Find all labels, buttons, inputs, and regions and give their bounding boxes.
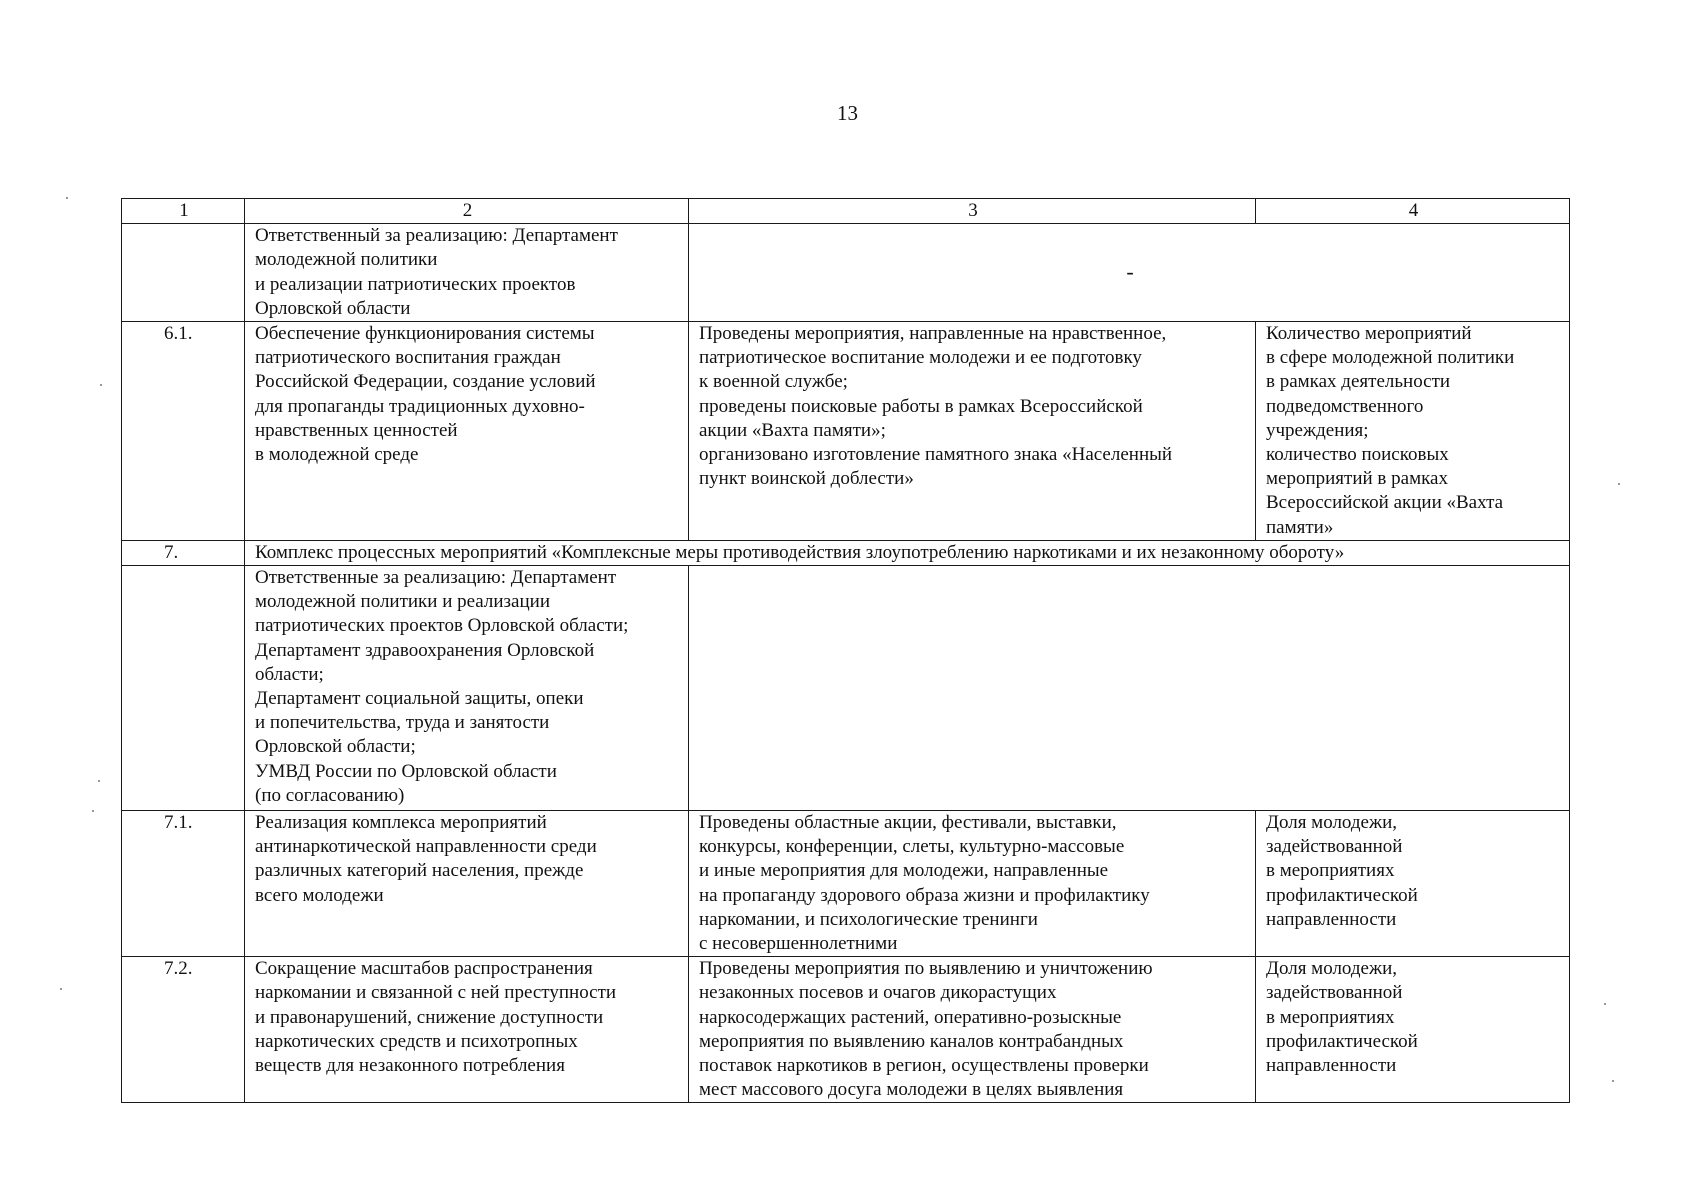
row-number-cell: 6.1. [122, 322, 245, 541]
text-line: Орловской области; [255, 736, 416, 758]
result-cell [689, 957, 1256, 1103]
table-row-6-1 [122, 322, 1570, 541]
header-col-4: 4 [1256, 199, 1570, 224]
text-line: и реализации патриотических проектов [255, 273, 576, 295]
section-row-7 [122, 540, 1570, 565]
text-line: наркотических средств и психотропных [255, 1030, 578, 1052]
text-line: на пропаганду здорового образа жизни и профилактику [699, 884, 1150, 906]
text-line: Проведены мероприятия по выявлению и уничтожению [699, 958, 1153, 980]
row-number-cell [122, 224, 245, 322]
responsible-cell [245, 566, 689, 811]
section-title: Комплекс процессных мероприятий «Комплексные меры противодействия злоупотреблению наркотиками и их незаконному обороту» [245, 540, 1570, 565]
text-line: УМВД России по Орловской области [255, 760, 557, 782]
text-line: области; [255, 663, 324, 685]
result-cell [689, 322, 1256, 541]
text-line: наркосодержащих растений, оперативно-розыскные [699, 1006, 1122, 1028]
text-line: профилактической [1266, 1030, 1418, 1052]
text-line: в мероприятиях [1266, 1006, 1395, 1028]
responsible-row-7 [122, 566, 1570, 811]
text-line: мест массового досуга молодежи в целях выявления [699, 1079, 1124, 1101]
text-line: Ответственные за реализацию: Департамент [255, 567, 617, 589]
column-number-header-row [122, 199, 1570, 224]
indicator-cell [1256, 811, 1570, 957]
indicator-cell [1256, 957, 1570, 1103]
text-line: Ответственный за реализацию: Департамент [255, 225, 618, 247]
text-line: Реализация комплекса мероприятий [255, 812, 547, 834]
text-line: Проведены мероприятия, направленные на нравственное, [699, 323, 1167, 345]
table-row-7-1 [122, 811, 1570, 957]
text-line: патриотическое воспитание молодежи и ее подготовку [699, 347, 1142, 369]
header-col-2: 2 [245, 199, 689, 224]
text-line: Всероссийской акции «Вахта [1266, 492, 1504, 514]
text-line: для пропаганды традиционных духовно- [255, 395, 585, 417]
text-line: задействованной [1266, 982, 1403, 1004]
header-col-1: 1 [122, 199, 245, 224]
text-line: антинаркотической направленности среди [255, 836, 597, 858]
row-number-cell [122, 566, 245, 811]
text-line: (по согласованию) [255, 784, 405, 806]
scan-artifact [100, 384, 102, 386]
responsible-cell [245, 224, 689, 322]
text-line: пункт воинской доблести» [699, 468, 914, 490]
text-line: Доля молодежи, [1266, 958, 1398, 980]
text-line: патриотического воспитания граждан [255, 347, 561, 369]
scan-artifact [1604, 1003, 1606, 1005]
report-table [121, 198, 1570, 1103]
text-line: всего молодежи [255, 884, 384, 906]
text-line: Количество мероприятий [1266, 323, 1472, 345]
text-line: направленности [1266, 1055, 1397, 1077]
table-row-7-2 [122, 957, 1570, 1103]
task-cell [245, 957, 689, 1103]
row-number-cell: 7.1. [122, 811, 245, 957]
text-line: Орловской области [255, 297, 411, 319]
text-line: в рамках деятельности [1266, 371, 1451, 393]
text-line: в молодежной среде [255, 444, 419, 466]
scan-artifact [66, 197, 68, 199]
text-line: нравственных ценностей [255, 419, 458, 441]
task-cell [245, 322, 689, 541]
responsible-row-6 [122, 224, 1570, 322]
text-line: направленности [1266, 908, 1397, 930]
text-line: Обеспечение функционирования системы [255, 323, 595, 345]
text-line: организовано изготовление памятного знака «Населенный [699, 444, 1173, 466]
text-line: Российской Федерации, создание условий [255, 371, 596, 393]
text-line: проведены поисковые работы в рамках Всероссийской [699, 395, 1143, 417]
text-line: задействованной [1266, 836, 1403, 858]
text-line: с несовершеннолетними [699, 933, 898, 955]
text-line: Проведены областные акции, фестивали, выставки, [699, 812, 1117, 834]
text-line: в сфере молодежной политики [1266, 347, 1515, 369]
text-line: и попечительства, труда и занятости [255, 712, 550, 734]
text-line: Департамент социальной защиты, опеки [255, 688, 584, 710]
text-line: незаконных посевов и очагов дикорастущих [699, 982, 1057, 1004]
scan-artifact [60, 988, 62, 990]
scan-artifact [1618, 483, 1620, 485]
text-line: количество поисковых [1266, 444, 1449, 466]
header-col-3: 3 [689, 199, 1256, 224]
text-line: конкурсы, конференции, слеты, культурно-массовые [699, 836, 1125, 858]
text-line: памяти» [1266, 516, 1334, 538]
scan-artifact [1612, 1080, 1614, 1082]
dash-placeholder: - [1126, 259, 1134, 285]
page-number: 13 [837, 101, 858, 125]
text-line: и правонарушений, снижение доступности [255, 1006, 604, 1028]
text-line: молодежной политики и реализации [255, 591, 550, 613]
text-line: Доля молодежи, [1266, 812, 1398, 834]
text-line: мероприятий в рамках [1266, 468, 1448, 490]
merged-empty-cell [689, 566, 1570, 811]
task-cell [245, 811, 689, 957]
text-line: наркомании и связанной с ней преступности [255, 982, 617, 1004]
text-line: патриотических проектов Орловской области; [255, 615, 629, 637]
text-line: подведомственного [1266, 395, 1424, 417]
text-line: и иные мероприятия для молодежи, направленные [699, 860, 1109, 882]
text-line: мероприятия по выявлению каналов контрабандных [699, 1030, 1124, 1052]
scan-artifact [92, 810, 94, 812]
text-line: Департамент здравоохранения Орловской [255, 639, 595, 661]
text-line: Сокращение масштабов распространения [255, 958, 593, 980]
text-line: веществ для незаконного потребления [255, 1055, 565, 1077]
text-line: наркомании, и психологические тренинги [699, 908, 1038, 930]
merged-empty-cell [689, 224, 1570, 322]
indicator-cell [1256, 322, 1570, 541]
result-cell [689, 811, 1256, 957]
row-number-cell: 7.2. [122, 957, 245, 1103]
text-line: акции «Вахта памяти»; [699, 419, 886, 441]
text-line: молодежной политики [255, 249, 438, 271]
text-line: в мероприятиях [1266, 860, 1395, 882]
scan-artifact [98, 780, 100, 782]
text-line: различных категорий населения, прежде [255, 860, 584, 882]
text-line: профилактической [1266, 884, 1418, 906]
text-line: учреждения; [1266, 419, 1369, 441]
text-line: к военной службе; [699, 371, 848, 393]
row-number-cell: 7. [122, 540, 245, 565]
text-line: поставок наркотиков в регион, осуществлены проверки [699, 1055, 1149, 1077]
